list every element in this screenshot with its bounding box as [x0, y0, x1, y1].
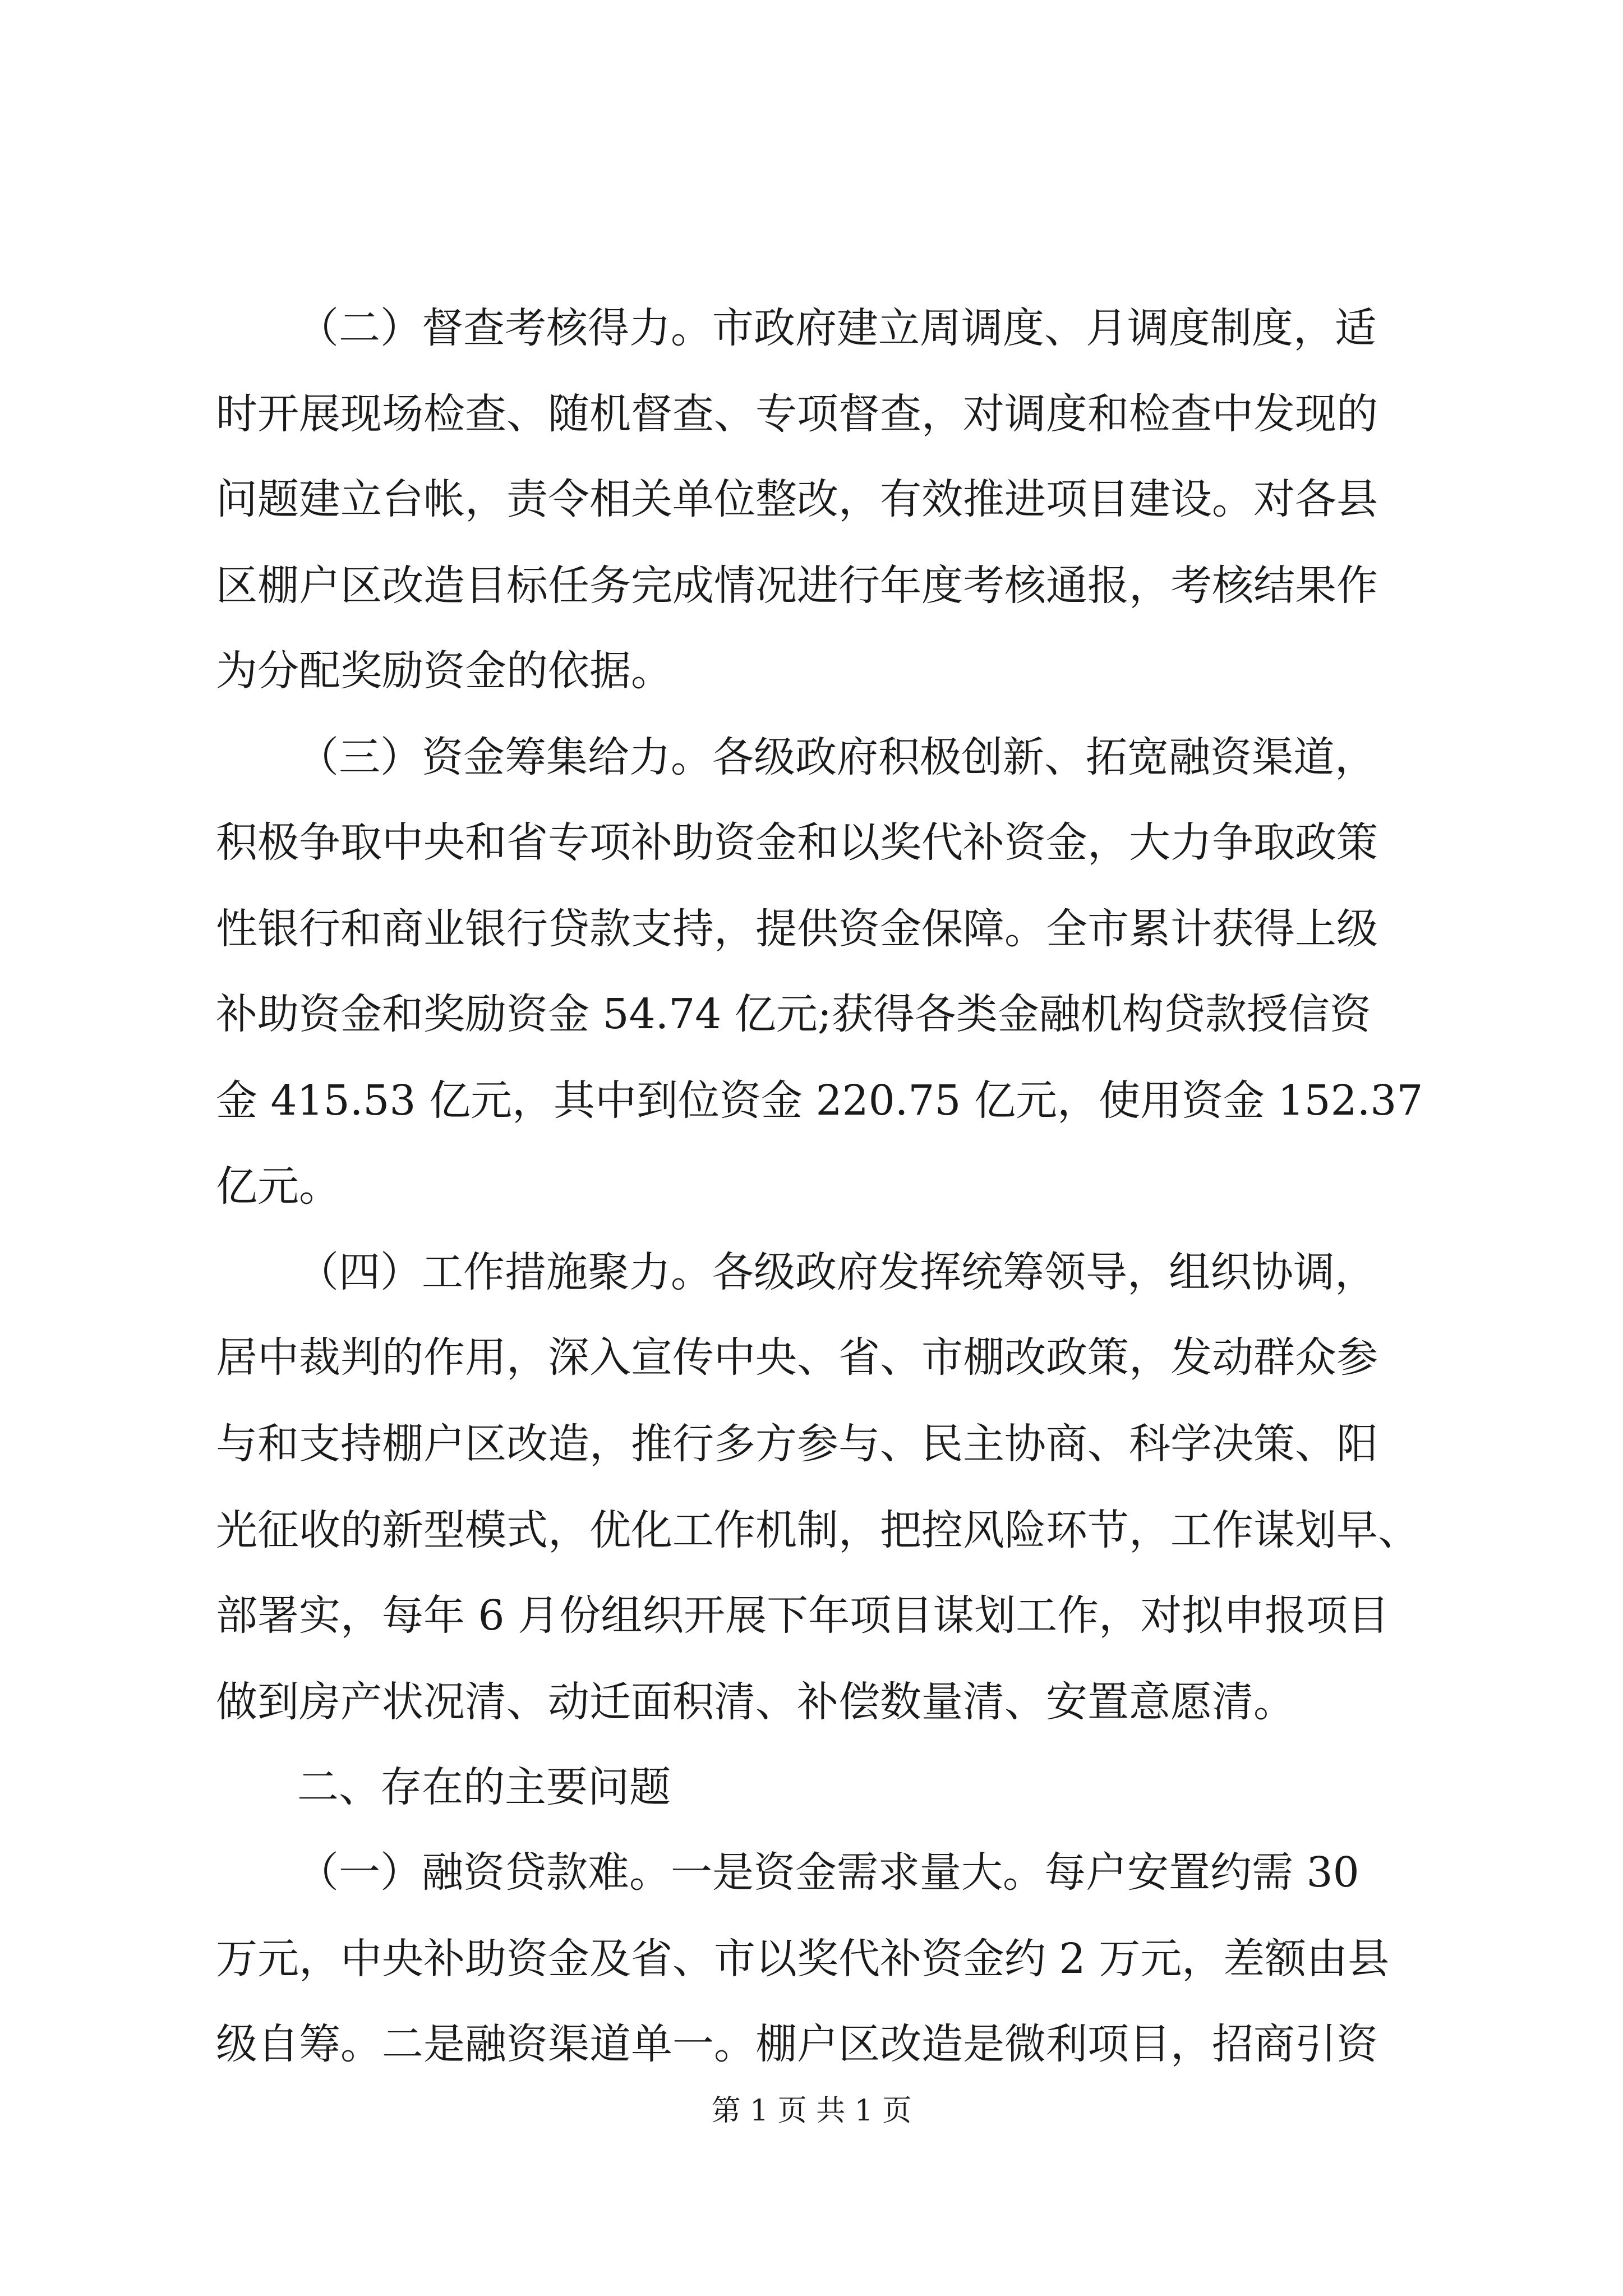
text-line: [0, 380, 1623, 448]
text-span: （一）融资贷款难。一是资金需求量大。每户安置约需 30: [297, 1848, 1359, 1897]
text-line: [0, 1153, 1623, 1220]
text-span: 金 415.53 亿元，其中到位资金 220.75 亿元，使用资金 152.37: [216, 1076, 1423, 1125]
text-line: [0, 1067, 1623, 1134]
text-line: [0, 981, 1623, 1048]
text-span: （二）督查考核得力。市政府建立周调度、月调度制度，适: [297, 304, 1376, 352]
text-span: 问题建立台帐，责令相关单位整改，有效推进项目建设。对各县: [216, 475, 1378, 523]
text-span: 区棚户区改造目标任务完成情况进行年度考核通报，考核结果作: [216, 562, 1378, 610]
text-span: （三）资金筹集给力。各级政府积极创新、拓宽融资渠道，: [297, 733, 1376, 781]
text-line: [0, 809, 1623, 876]
page-footer: 第 1 页 共 1 页: [711, 2094, 912, 2128]
text-span: （四）工作措施聚力。各级政府发挥统筹领导，组织协调，: [297, 1248, 1376, 1296]
text-line: [0, 1410, 1623, 1478]
text-line: [0, 552, 1623, 619]
section-heading: [0, 1754, 1623, 1821]
text-span: 补助资金和奖励资金 54.74 亿元;获得各类金融机构贷款授信资: [216, 990, 1371, 1038]
text-line: [0, 1497, 1623, 1564]
text-span: 与和支持棚户区改造，推行多方参与、民主协商、科学决策、阳: [216, 1420, 1378, 1468]
text-line: [0, 295, 1623, 362]
text-line: [0, 1324, 1623, 1391]
text-line: [0, 1582, 1623, 1649]
text-span: 万元，中央补助资金及省、市以奖代补资金约 2 万元，差额由县: [216, 1935, 1390, 1983]
text-line: [0, 1239, 1623, 1306]
text-span: 做到房产状况清、动迁面积清、补偿数量清、安置意愿清。: [216, 1678, 1295, 1726]
text-line: [0, 2010, 1623, 2078]
text-span: 时开展现场检查、随机督查、专项督查，对调度和检查中发现的: [216, 390, 1378, 438]
text-span: 级自筹。二是融资渠道单一。棚户区改造是微利项目，招商引资: [216, 2020, 1378, 2068]
text-span: 积极争取中央和省专项补助资金和以奖代补资金，大力争取政策: [216, 818, 1378, 867]
text-line: [0, 1925, 1623, 1993]
text-span: 为分配奖励资金的依据。: [216, 647, 672, 695]
text-span: 二、存在的主要问题: [297, 1763, 671, 1811]
text-line: [0, 466, 1623, 533]
text-line: [0, 724, 1623, 791]
text-span: 性银行和商业银行贷款支持，提供资金保障。全市累计获得上级: [216, 905, 1378, 953]
text-line: [0, 637, 1623, 705]
text-line: [0, 1839, 1623, 1906]
text-line: [0, 1668, 1623, 1736]
text-span: 光征收的新型模式，优化工作机制，把控风险环节，工作谋划早、: [216, 1506, 1419, 1554]
text-line: [0, 895, 1623, 963]
text-span: 居中裁判的作用，深入宣传中央、省、市棚改政策，发动群众参: [216, 1333, 1378, 1382]
text-span: 亿元。: [216, 1162, 340, 1211]
text-span: 部署实，每年 6 月份组织开展下年项目谋划工作，对拟申报项目: [216, 1591, 1390, 1640]
